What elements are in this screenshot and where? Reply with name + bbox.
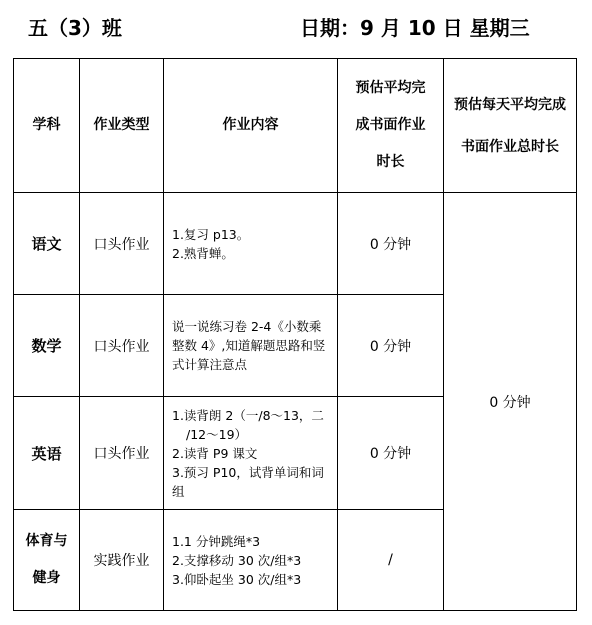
time-cell: 0 分钟 [338, 397, 444, 510]
header-est-time-line: 预估平均完 [355, 80, 426, 96]
content-cell [164, 193, 338, 295]
header-content: 作业内容 [164, 59, 338, 193]
subject-cell: 数学 [14, 295, 80, 397]
daily-total-cell: 0 分钟 [444, 193, 577, 611]
subject-cell: 英语 [14, 397, 80, 510]
content-line: 1.1 分钟跳绳*3 [172, 533, 261, 549]
header-est-time [338, 59, 444, 193]
type-cell: 口头作业 [80, 295, 164, 397]
content-line: 1.读背朗 2（一/8～13，二 [172, 407, 324, 423]
content-line: 2.支撑移动 30 次/组*3 [172, 552, 302, 568]
content-line: /12～19） [186, 426, 248, 442]
subject-cell [14, 510, 80, 611]
header-daily-total-line: 书面作业总时长 [461, 138, 559, 155]
type-cell: 口头作业 [80, 397, 164, 510]
header-daily-total [444, 59, 577, 193]
header-est-time-line: 成书面作业 [355, 117, 426, 133]
content-line: 3.仰卧起坐 30 次/组*3 [172, 571, 302, 587]
table-row [14, 193, 577, 295]
homework-table [13, 58, 577, 611]
time-cell: 0 分钟 [338, 295, 444, 397]
header-daily-total-line: 预估每天平均完成 [454, 96, 566, 113]
content-cell [164, 510, 338, 611]
type-cell: 实践作业 [80, 510, 164, 611]
header-subject: 学科 [14, 59, 80, 193]
header-type: 作业类型 [80, 59, 164, 193]
time-cell: 0 分钟 [338, 193, 444, 295]
content-cell [164, 295, 338, 397]
content-line: 2.熟背蝉。 [172, 245, 234, 261]
content-line: 3.预习 P10，试背单词和词组 [172, 464, 324, 499]
content-line: 2.读背 P9 课文 [172, 445, 258, 461]
subject-line: 健身 [32, 570, 61, 586]
class-label: 五（3）班 [28, 16, 122, 40]
header-est-time-line: 时长 [376, 154, 405, 170]
subject-cell: 语文 [14, 193, 80, 295]
subject-line: 体育与 [25, 533, 68, 549]
date-label: 日期：9 月 10 日 星期三 [300, 16, 530, 40]
table-header-row [14, 59, 577, 193]
time-cell: / [338, 510, 444, 611]
content-line: 说一说练习卷 2-4《小数乘整数 4》,知道解题思路和竖式计算注意点 [172, 319, 326, 372]
content-line: 1.复习 p13。 [172, 226, 250, 242]
type-cell: 口头作业 [80, 193, 164, 295]
content-cell [164, 397, 338, 510]
